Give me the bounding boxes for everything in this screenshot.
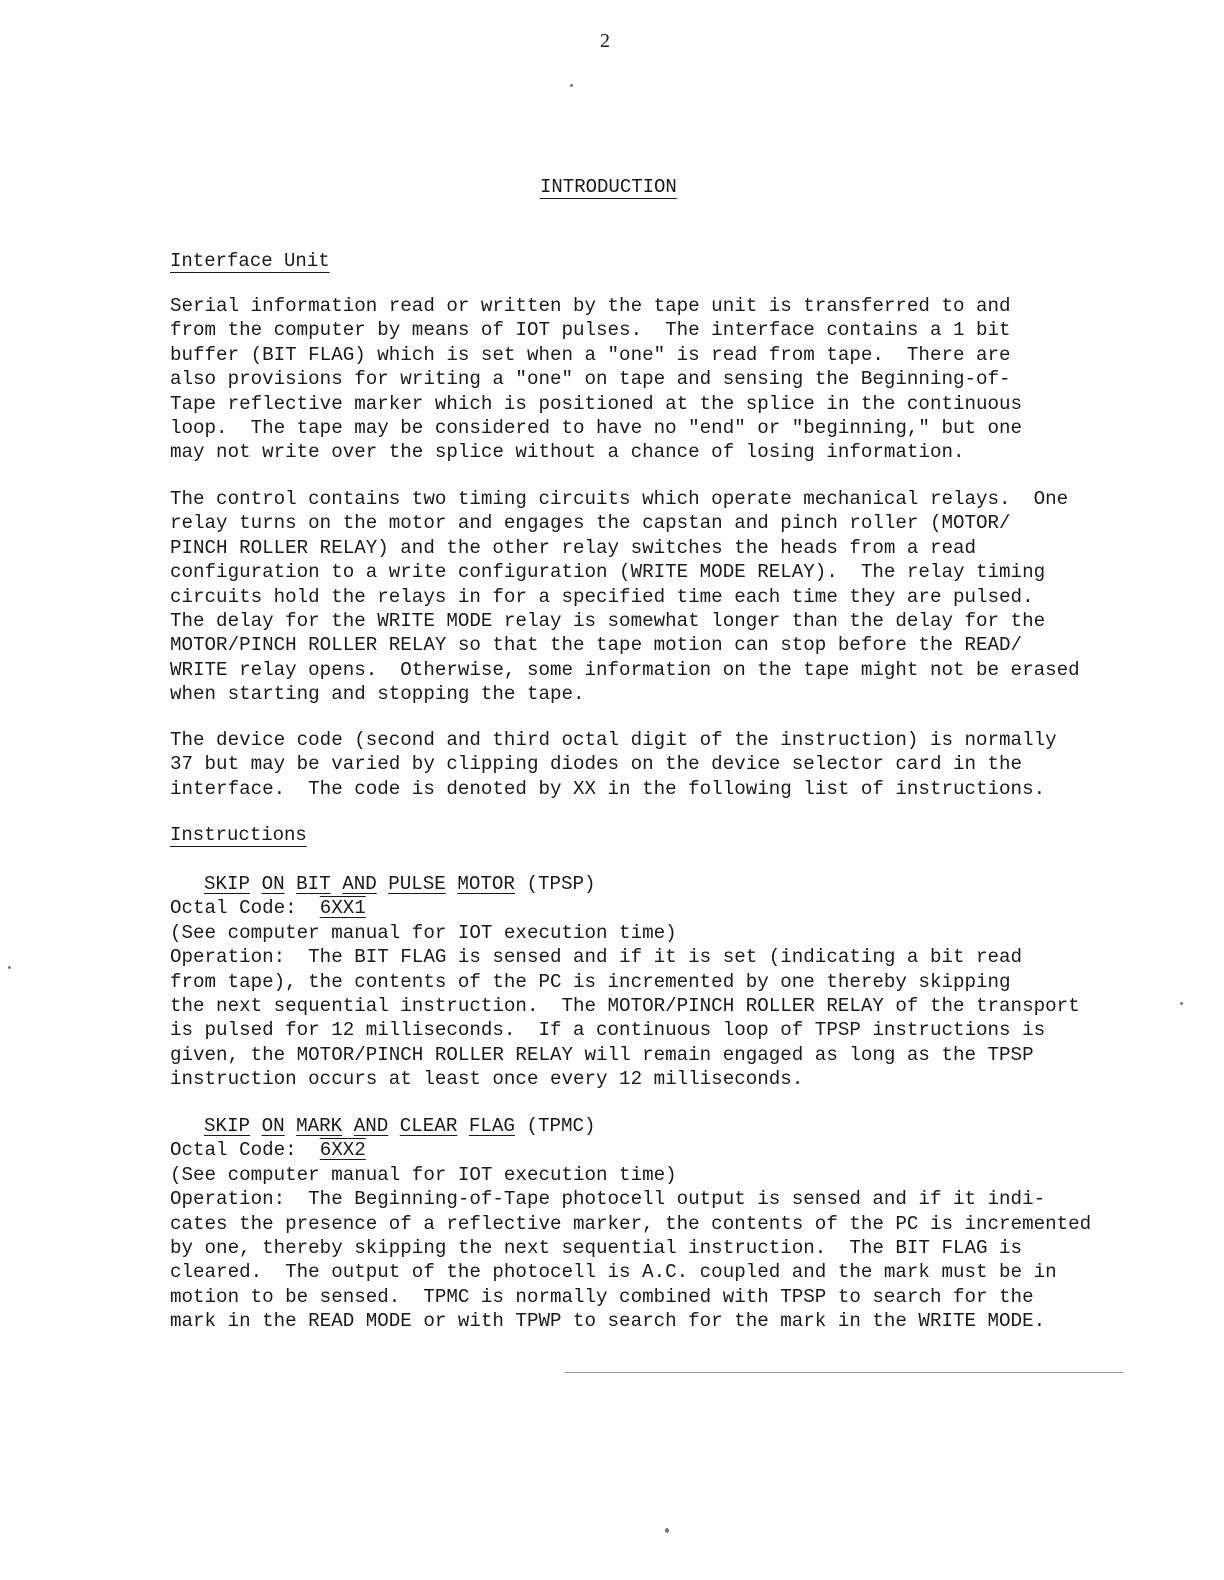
scan-speck [8, 966, 11, 969]
text-line: cates the presence of a reflective marker, the contents of the PC is incremented [170, 1212, 1092, 1235]
text-line: The control contains two timing circuits which operate mechanical relays. One [170, 488, 1069, 510]
text-line: The delay for the WRITE MODE relay is somewhat longer than the delay for the [170, 609, 1046, 632]
instruction-mnemonic: (TPSP) [526, 873, 596, 895]
instruction-word: ON [261, 873, 285, 895]
text-line: by one, thereby skipping the next sequential instruction. The BIT FLAG is [170, 1236, 1023, 1259]
text-line: may not write over the splice without a chance of losing information. [170, 441, 965, 464]
instruction-tpmc [170, 1114, 1170, 1334]
instruction-word: CLEAR [399, 1115, 458, 1137]
instruction-word: MARK [296, 1115, 343, 1137]
text-line: 37 but may be varied by clipping diodes on the device selector card in the [170, 753, 1023, 776]
text-line: is pulsed for 12 milliseconds. If a continuous loop of TPSP instructions is [170, 1019, 1046, 1042]
instruction-word: SKIP [204, 1115, 251, 1137]
section-heading-instructions: Instructions [170, 824, 307, 846]
text-line: buffer (BIT FLAG) which is set when a "one" is read from tape. There are [170, 343, 1011, 366]
text-line: PINCH ROLLER RELAY) and the other relay switches the heads from a read [170, 536, 977, 559]
text-line: Serial information read or written by the tape unit is transferred to and [170, 295, 1011, 317]
text-line: (See computer manual for IOT execution time) [170, 921, 677, 944]
text-line: the next sequential instruction. The MOTOR/PINCH ROLLER RELAY of the transport [170, 994, 1080, 1017]
text-line: instruction occurs at least once every 12 milliseconds. [170, 1068, 804, 1091]
text-line: interface. The code is denoted by XX in the following list of instructions. [170, 777, 1046, 800]
instruction-word: PULSE [388, 873, 446, 895]
instruction-name [170, 872, 1170, 896]
text-line: also provisions for writing a "one" on tape and sensing the Beginning-of- [170, 368, 1011, 391]
text-line: loop. The tape may be considered to have no "end" or "beginning," but one [170, 416, 1023, 439]
text-line: from the computer by means of IOT pulses. The interface contains a 1 bit [170, 319, 1011, 342]
text-line: configuration to a write configuration (WRITE MODE RELAY). The relay timing [170, 561, 1046, 584]
text-line: Operation: The BIT FLAG is sensed and if it is set (indicating a bit read [170, 946, 1023, 969]
text-line: WRITE relay opens. Otherwise, some information on the tape might not be erased [170, 658, 1080, 681]
instruction-word: AND [342, 873, 377, 895]
bottom-divider [565, 1372, 1123, 1373]
scan-speck [665, 1528, 669, 1533]
text-line: Operation: The Beginning-of-Tape photocell output is sensed and if it indi- [170, 1188, 1046, 1211]
text-line: (See computer manual for IOT execution time) [170, 1163, 677, 1186]
text-line: mark in the READ MODE or with TPWP to search for the mark in the WRITE MODE. [170, 1310, 1046, 1333]
text-line: when starting and stopping the tape. [170, 683, 585, 706]
paragraph-interface-1 [170, 294, 1170, 465]
octal-code-value: 6XX2 [319, 1139, 366, 1162]
instruction-word: BIT [296, 873, 331, 895]
text-line: MOTOR/PINCH ROLLER RELAY so that the tape motion can stop before the READ/ [170, 634, 1023, 657]
instruction-word: AND [353, 1115, 389, 1137]
scan-speck [570, 84, 573, 87]
octal-code-line [170, 896, 1170, 920]
instruction-tpsp [170, 872, 1170, 1092]
paragraph-interface-3 [170, 728, 1170, 801]
instruction-word: FLAG [468, 1115, 515, 1137]
text-line: from tape), the contents of the PC is incremented by one thereby skipping [170, 970, 1011, 993]
instruction-word: ON [261, 1115, 285, 1137]
instruction-word: SKIP [204, 873, 251, 895]
text-line: Tape reflective marker which is positioned at the splice in the continuous [170, 392, 1023, 415]
text-line: given, the MOTOR/PINCH ROLLER RELAY will remain engaged as long as the TPSP [170, 1043, 1034, 1066]
octal-code-value: 6XX1 [319, 897, 366, 920]
octal-code-label: Octal Code: [170, 897, 297, 920]
scan-speck [1180, 1002, 1183, 1005]
instruction-mnemonic: (TPMC) [526, 1115, 596, 1137]
instruction-word: MOTOR [457, 873, 515, 895]
page-number: 2 [600, 30, 610, 52]
octal-code-line [170, 1138, 1170, 1162]
page-title: INTRODUCTION [540, 176, 677, 198]
text-line: motion to be sensed. TPMC is normally combined with TPSP to search for the [170, 1285, 1034, 1308]
instruction-name [170, 1114, 1170, 1138]
text-line: relay turns on the motor and engages the capstan and pinch roller (MOTOR/ [170, 512, 1011, 535]
text-line: cleared. The output of the photocell is A.C. coupled and the mark must be in [170, 1261, 1057, 1284]
section-heading-interface-unit: Interface Unit [170, 250, 330, 272]
text-line: circuits hold the relays in for a specified time each time they are pulsed. [170, 585, 1034, 608]
octal-code-label: Octal Code: [170, 1139, 297, 1162]
paragraph-interface-2 [170, 487, 1170, 707]
text-line: The device code (second and third octal digit of the instruction) is normally [170, 729, 1057, 751]
